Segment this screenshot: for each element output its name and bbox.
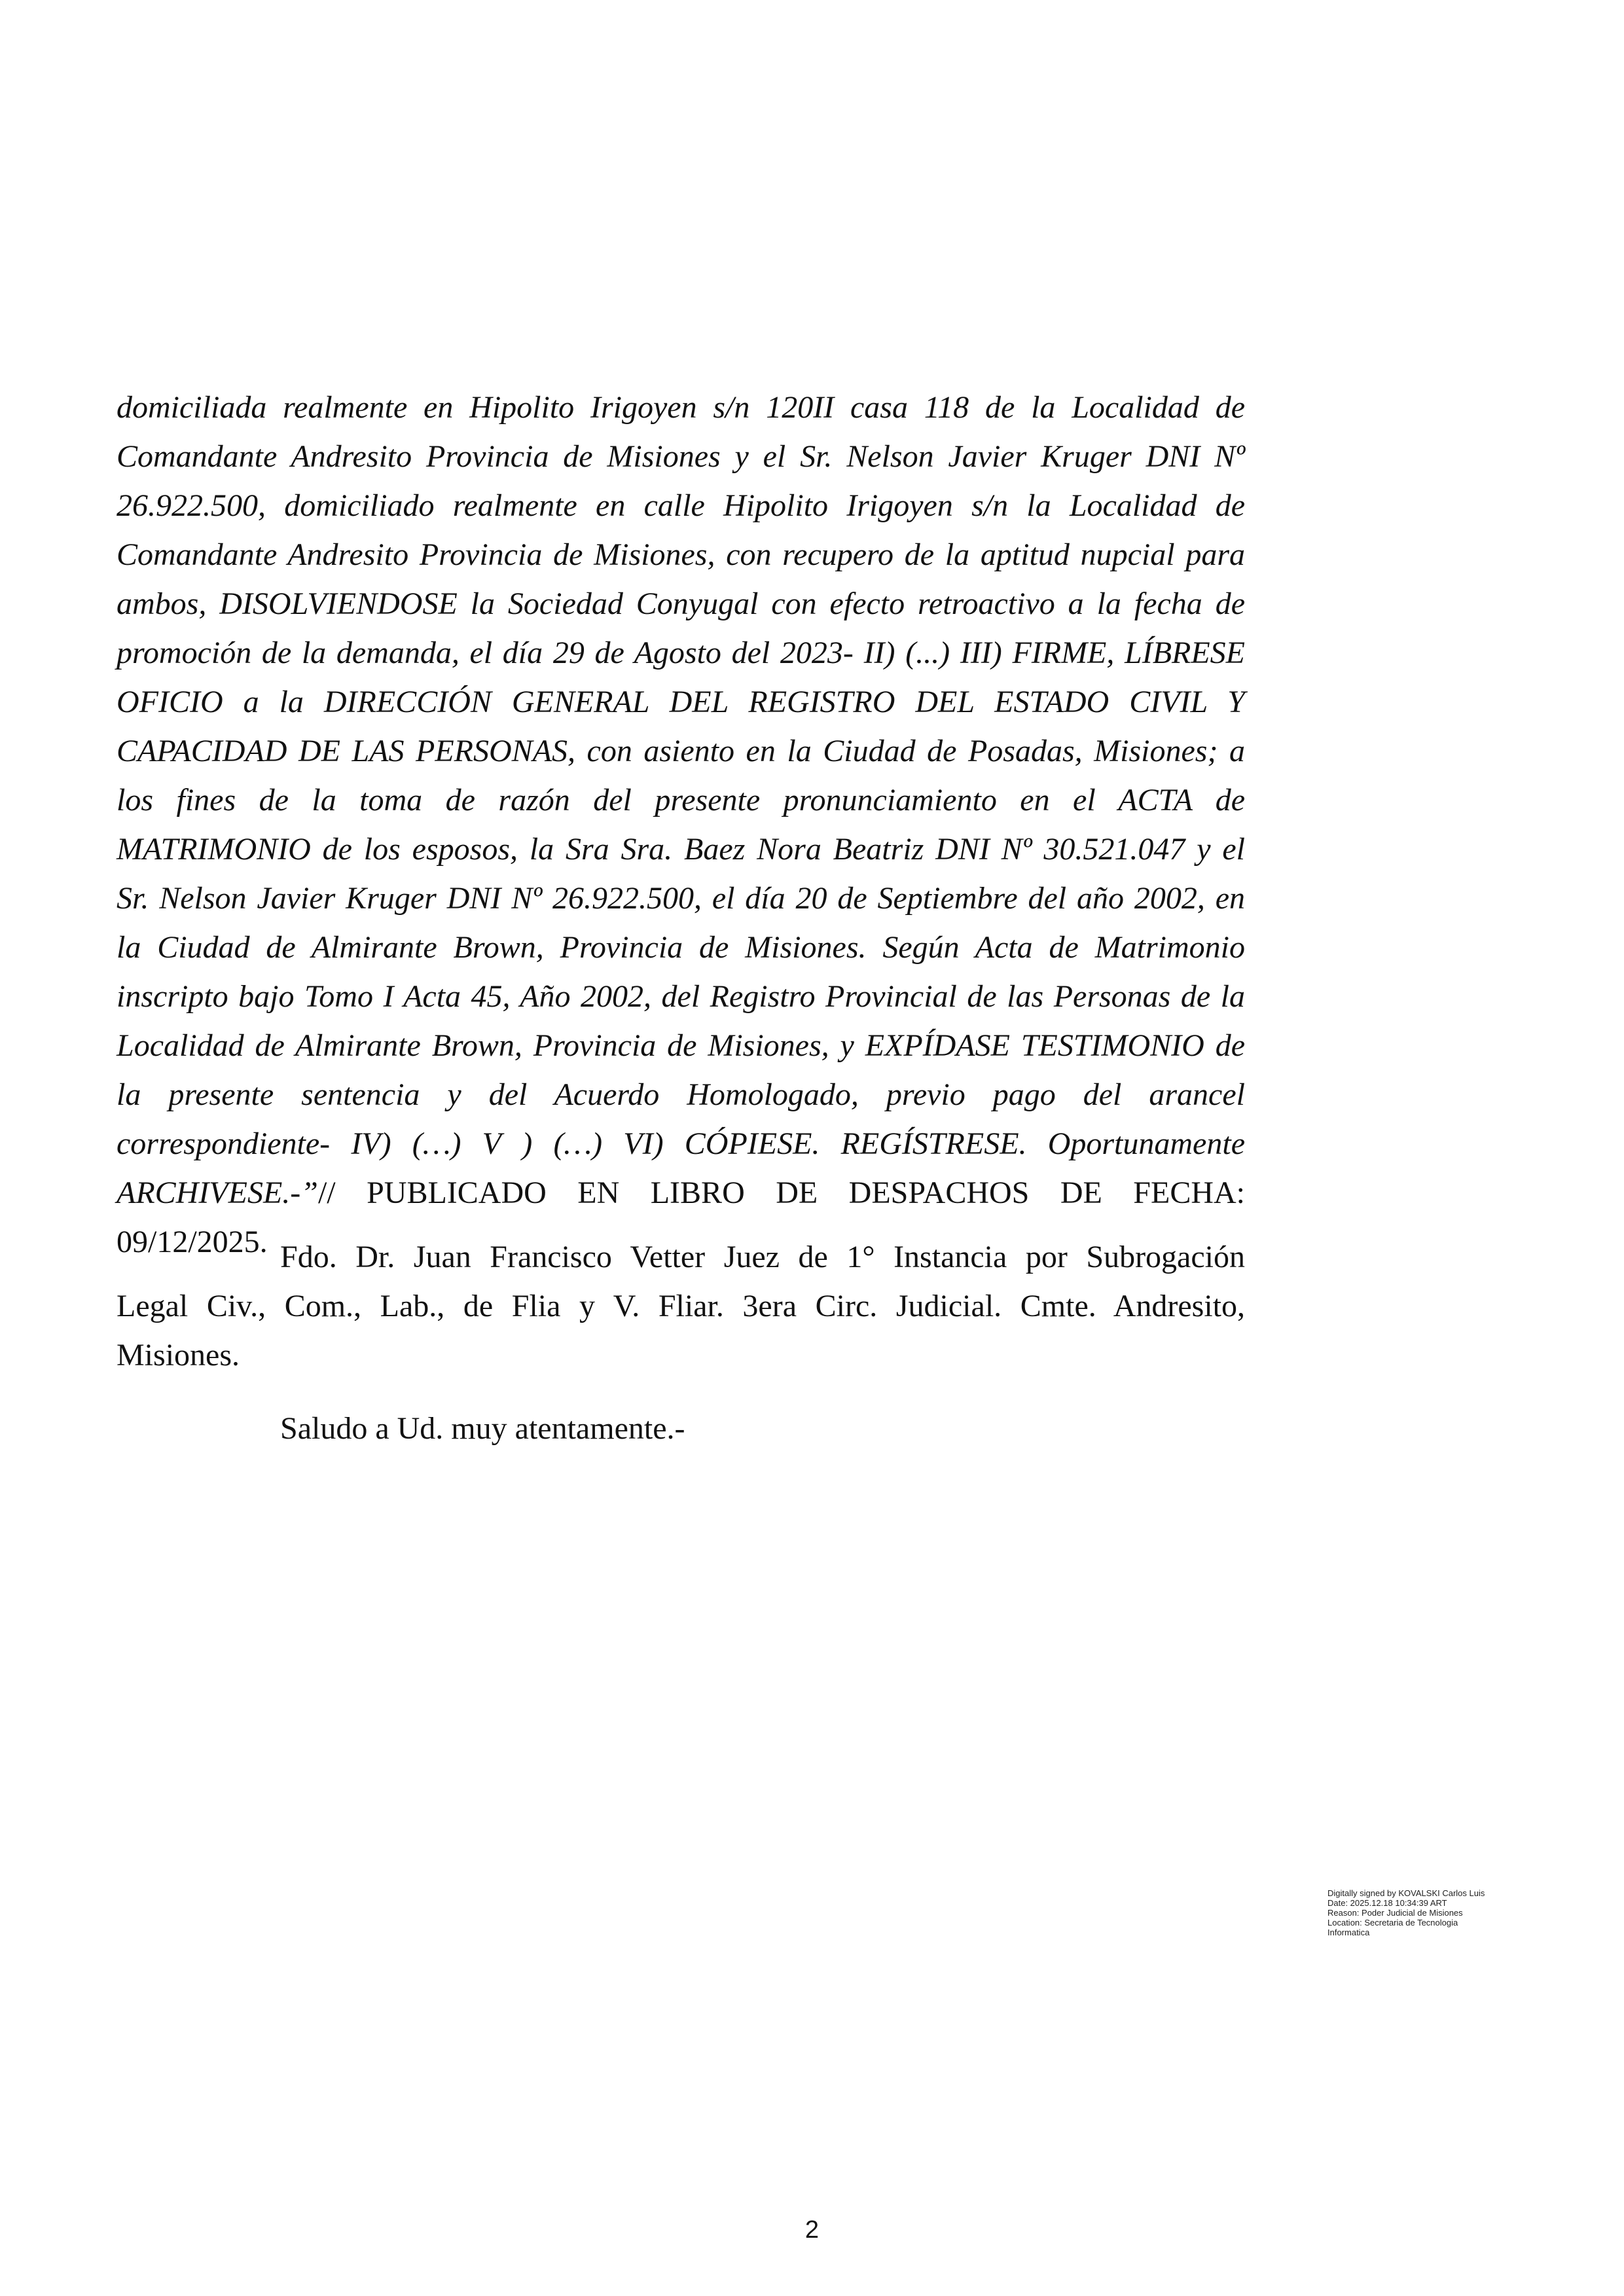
paragraph-line bbox=[117, 825, 1245, 874]
italic-text-run: domiciliada realmente en Hipolito Irigoyen s/n 120II casa 118 de la Localidad de bbox=[117, 390, 1245, 425]
italic-text-run: 26.922.500, domiciliado realmente en calle Hipolito Irigoyen s/n la Localidad de bbox=[117, 488, 1245, 523]
paragraph-line bbox=[117, 481, 1245, 530]
signature-line: Fdo. Dr. Juan Francisco Vetter Juez de 1° Instancia por Subrogación bbox=[280, 1240, 1245, 1274]
paragraph-line bbox=[117, 677, 1245, 726]
judge-signature-paragraph bbox=[117, 1232, 1245, 1380]
page-number: 2 bbox=[804, 2216, 820, 2244]
digital-signature-line: Digitally signed by KOVALSKI Carlos Luis bbox=[1327, 1888, 1485, 1898]
italic-text-run: ARCHIVESE.-” bbox=[117, 1175, 318, 1210]
italic-text-run: Comandante Andresito Provincia de Misiones y el Sr. Nelson Javier Kruger DNI Nº bbox=[117, 439, 1245, 474]
italic-text-run: MATRIMONIO de los esposos, la Sra Sra. Baez Nora Beatriz DNI Nº 30.521.047 y el bbox=[117, 832, 1245, 867]
italic-text-run: Sr. Nelson Javier Kruger DNI Nº 26.922.500, el día 20 de Septiembre del año 2002, en bbox=[117, 881, 1245, 916]
paragraph-line bbox=[117, 383, 1245, 432]
signature-line: Legal Civ., Com., Lab., de Flia y V. Fliar. 3era Circ. Judicial. Cmte. Andresito, bbox=[117, 1289, 1245, 1323]
italic-text-run: la presente sentencia y del Acuerdo Homologado, previo pago del arancel bbox=[117, 1077, 1245, 1112]
upright-text-run: // PUBLICADO EN LIBRO DE DESPACHOS DE FECHA: bbox=[317, 1175, 1245, 1210]
paragraph-line bbox=[117, 726, 1245, 776]
resolution-paragraph bbox=[117, 383, 1245, 1266]
paragraph-line bbox=[117, 1070, 1245, 1119]
digital-signature-line: Date: 2025.12.18 10:34:39 ART bbox=[1327, 1898, 1447, 1908]
paragraph-line bbox=[117, 579, 1245, 628]
greeting-paragraph bbox=[117, 1404, 1245, 1453]
paragraph-line bbox=[117, 530, 1245, 579]
digital-signature-line: Location: Secretaria de Tecnologia bbox=[1327, 1918, 1458, 1928]
paragraph-line bbox=[117, 1168, 1245, 1217]
digital-signature-line: Informatica bbox=[1327, 1928, 1370, 1937]
italic-text-run: OFICIO a la DIRECCIÓN GENERAL DEL REGISTRO DEL ESTADO CIVIL Y bbox=[117, 685, 1245, 719]
paragraph-line bbox=[117, 1119, 1245, 1168]
digital-signature-line: Reason: Poder Judicial de Misiones bbox=[1327, 1908, 1463, 1918]
italic-text-run: correspondiente- IV) (…) V ) (…) VI) CÓPIESE. REGÍSTRESE. Oportunamente bbox=[117, 1126, 1245, 1161]
signature-line: Misiones. bbox=[117, 1338, 240, 1372]
italic-text-run: los fines de la toma de razón del presente pronunciamiento en el ACTA de bbox=[117, 783, 1245, 817]
paragraph-line bbox=[117, 923, 1245, 972]
digital-signature-stamp bbox=[1327, 1888, 1602, 1937]
italic-text-run: la Ciudad de Almirante Brown, Provincia de Misiones. Según Acta de Matrimonio bbox=[117, 930, 1245, 965]
paragraph-line bbox=[117, 1021, 1245, 1070]
paragraph-line bbox=[117, 628, 1245, 677]
paragraph-line bbox=[117, 874, 1245, 923]
upright-text-run: 09/12/2025. bbox=[117, 1225, 268, 1259]
paragraph-line bbox=[117, 776, 1245, 825]
italic-text-run: CAPACIDAD DE LAS PERSONAS, con asiento en la Ciudad de Posadas, Misiones; a bbox=[117, 734, 1245, 768]
paragraph-line bbox=[117, 972, 1245, 1021]
paragraph-line bbox=[117, 432, 1245, 481]
greeting-line: Saludo a Ud. muy atentamente.- bbox=[280, 1411, 685, 1446]
italic-text-run: promoción de la demanda, el día 29 de Agosto del 2023- II) (...) III) FIRME, LÍBRESE bbox=[117, 636, 1245, 670]
italic-text-run: Comandante Andresito Provincia de Misiones, con recupero de la aptitud nupcial para bbox=[117, 537, 1245, 572]
italic-text-run: inscripto bajo Tomo I Acta 45, Año 2002, del Registro Provincial de las Personas de la bbox=[117, 979, 1245, 1014]
italic-text-run: Localidad de Almirante Brown, Provincia de Misiones, y EXPÍDASE TESTIMONIO de bbox=[117, 1028, 1245, 1063]
italic-text-run: ambos, DISOLVIENDOSE la Sociedad Conyugal con efecto retroactivo a la fecha de bbox=[117, 586, 1245, 621]
